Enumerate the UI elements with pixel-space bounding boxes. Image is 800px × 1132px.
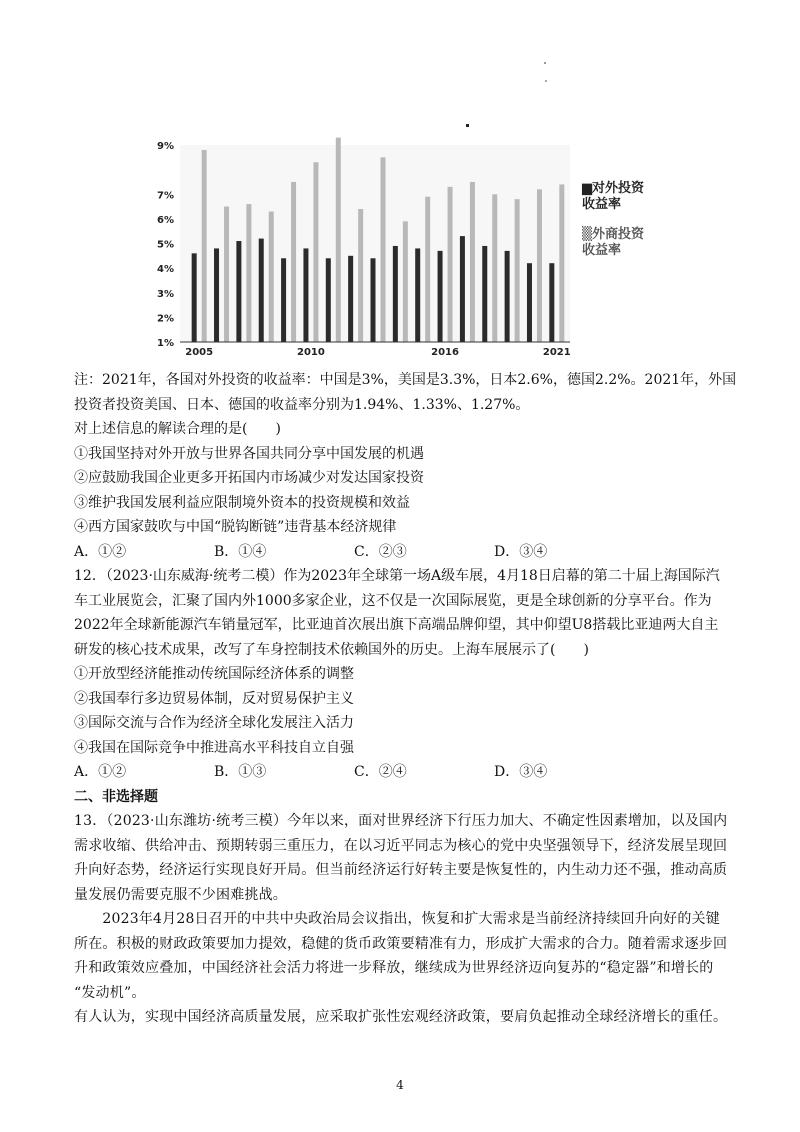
q13-line-8: “发动机”。 bbox=[74, 984, 146, 1001]
bar-inward-2014 bbox=[403, 221, 408, 342]
q13-line-1: 13．（2023·山东潍坊·统考三模）今年以来，面对世界经济下行压力加大、不确定性因素增加，以及国内 bbox=[74, 813, 728, 829]
q12-option-b: B．①③ bbox=[214, 764, 267, 780]
y-tick-label-0: 1% bbox=[157, 338, 174, 349]
q12-item-4: ④我国在国际竞争中推进高水平科技自立自强 bbox=[74, 739, 354, 756]
bar-inward-2016 bbox=[448, 187, 453, 342]
bar-inward-2008 bbox=[269, 211, 274, 342]
q12-options bbox=[74, 760, 734, 785]
q12-stem-line-1: 12．（2023·山东威海·统考二模）作为2023年全球第一场A级车展，4月18日启幕的第二十届上海国际汽 bbox=[74, 568, 720, 584]
section-2-title: 二、非选择题 bbox=[74, 788, 158, 805]
x-tick-label-2016: 2016 bbox=[431, 347, 459, 358]
bar-inward-2007 bbox=[246, 204, 251, 342]
bar-outward-2009 bbox=[281, 258, 286, 342]
bar-outward-2008 bbox=[259, 239, 264, 342]
bar-outward-2010 bbox=[303, 248, 308, 342]
bar-outward-2013 bbox=[371, 258, 376, 342]
q13-line-4: 量发展仍需要克服不少困难挑战。 bbox=[74, 886, 287, 903]
q12-stem-line-2: 车工业展览会，汇聚了国内外1000多家企业，这不仅是一次国际展览，更是全球创新的分享平台。作为 bbox=[74, 592, 712, 609]
bar-outward-2017 bbox=[460, 236, 465, 342]
bar-outward-2011 bbox=[326, 258, 331, 342]
q11-option-a: A．①② bbox=[74, 543, 127, 560]
y-tick-label-3: 4% bbox=[157, 264, 174, 276]
bar-inward-2012 bbox=[358, 209, 363, 342]
q12-stem-line-3: 2022年全球新能源汽车销量冠军，比亚迪首次展出旗下高端品牌仰望，其中仰望U8搭载比亚迪两大自主 bbox=[74, 617, 719, 633]
bar-outward-2005 bbox=[192, 253, 197, 342]
bar-inward-2020 bbox=[537, 189, 542, 342]
q11-item-4: ④西方国家鼓吹与中国“脱钩断链”违背基本经济规律 bbox=[74, 519, 397, 535]
q13-line-3: 升向好态势，经济运行实现良好开局。但当前经济运行好转主要是恢复性的，内生动力还不强，推动高质 bbox=[74, 862, 728, 878]
investment-return-chart bbox=[130, 120, 670, 360]
bar-outward-2021 bbox=[549, 263, 554, 342]
y-tick-label-2: 3% bbox=[157, 288, 174, 300]
chart-note-line-2: 投资者投资美国、日本、德国的收益率分别为1.94%、1.33%、1.27%。 bbox=[74, 396, 530, 413]
question-content bbox=[74, 368, 737, 1030]
bar-inward-2017 bbox=[470, 182, 475, 342]
bar-inward-2013 bbox=[381, 157, 386, 342]
bar-inward-2010 bbox=[313, 162, 318, 342]
bar-outward-2012 bbox=[348, 256, 353, 342]
q12-option-c: C．②④ bbox=[354, 764, 407, 780]
bar-outward-2014 bbox=[393, 246, 398, 342]
q12-item-3: ③国际交流与合作为经济全球化发展注入活力 bbox=[74, 715, 354, 731]
legend-text-0-1: 收益率 bbox=[582, 197, 622, 212]
legend-text-0-0: ▆对外投资 bbox=[582, 181, 644, 196]
bar-outward-2016 bbox=[438, 251, 443, 342]
legend-text-1-1: 收益率 bbox=[582, 243, 622, 258]
q13-line-9: 有人认为，实现中国经济高质量发展，应采取扩张性宏观经济政策，要肩负起推动全球经济增长的重任。 bbox=[74, 1009, 728, 1025]
bar-inward-2015 bbox=[425, 197, 430, 342]
q13-block bbox=[74, 809, 734, 1030]
bar-inward-2011 bbox=[336, 138, 341, 342]
q12-item-1: ①开放型经济能推动传统国际经济体系的调整 bbox=[74, 666, 354, 682]
q11-option-b: B．①④ bbox=[214, 543, 267, 560]
y-tick-label-5: 6% bbox=[157, 214, 174, 226]
q11-item-3: ③维护我国发展利益应限制境外资本的投资规模和效益 bbox=[74, 494, 410, 511]
y-tick-label-7: 9% bbox=[157, 141, 174, 152]
bar-inward-2018 bbox=[492, 194, 497, 342]
x-tick-label-2005: 2005 bbox=[185, 347, 214, 358]
q12-stem-line-4: 研发的核心技术成果，改写了车身控制技术依赖国外的历史。上海车展展示了( ) bbox=[74, 641, 589, 658]
chart-svg bbox=[130, 120, 670, 360]
bar-outward-2019 bbox=[505, 251, 510, 342]
q12-option-a: A．①② bbox=[74, 764, 127, 780]
bar-outward-2015 bbox=[415, 248, 420, 342]
x-tick-label-2021: 2021 bbox=[542, 347, 571, 358]
bar-outward-2007 bbox=[236, 241, 241, 342]
q13-line-6: 所在。积极的财政政策要加力提效，稳健的货币政策要精准有力，形成扩大需求的合力。随着需求逐步回 bbox=[74, 935, 728, 952]
bar-outward-2020 bbox=[527, 263, 532, 342]
bar-inward-2009 bbox=[291, 182, 296, 342]
y-tick-label-6: 7% bbox=[157, 190, 174, 202]
bar-outward-2018 bbox=[482, 246, 487, 342]
bar-inward-2005 bbox=[202, 150, 207, 342]
q13-line-2: 需求收缩、供给冲击、预期转弱三重压力，在以习近平同志为核心的党中央坚强领导下，经济发展呈现回 bbox=[74, 837, 728, 854]
q11-item-1: ①我国坚持对外开放与世界各国共同分享中国发展的机遇 bbox=[74, 445, 424, 462]
q11-options bbox=[74, 540, 734, 565]
bar-outward-2006 bbox=[214, 248, 219, 342]
q11-option-d: D．③④ bbox=[494, 543, 548, 560]
q12-item-2: ②我国奉行多边贸易体制，反对贸易保护主义 bbox=[74, 690, 354, 707]
bar-inward-2019 bbox=[515, 199, 520, 342]
y-tick-label-4: 5% bbox=[157, 239, 174, 251]
q11-option-c: C．②③ bbox=[354, 543, 407, 560]
x-tick-label-2010: 2010 bbox=[297, 347, 325, 358]
q11-item-2: ②应鼓励我国企业更多开拓国内市场减少对发达国家投资 bbox=[74, 470, 424, 486]
legend-text-1-0: ▒外商投资 bbox=[582, 227, 644, 242]
q11-stem: 对上述信息的解读合理的是( ) bbox=[74, 421, 281, 437]
y-tick-label-1: 2% bbox=[157, 313, 174, 325]
q13-line-7: 升和政策效应叠加，中国经济社会活力将进一步释放，继续成为世界经济迈向复苏的“稳定器”和增长的 bbox=[74, 960, 714, 976]
chart-note-line-1: 注：2021年，各国对外投资的收益率：中国是3%，美国是3.3%，日本2.6%，德国2.2%。2021年，外国 bbox=[74, 372, 737, 388]
q12-option-d: D．③④ bbox=[494, 764, 548, 780]
bar-inward-2006 bbox=[224, 207, 229, 342]
page-number: 4 bbox=[396, 1078, 404, 1092]
bar-inward-2021 bbox=[559, 184, 564, 342]
q13-line-5: 2023年4月28日召开的中共中央政治局会议指出，恢复和扩大需求是当前经济持续回升向好的关键 bbox=[74, 911, 720, 927]
